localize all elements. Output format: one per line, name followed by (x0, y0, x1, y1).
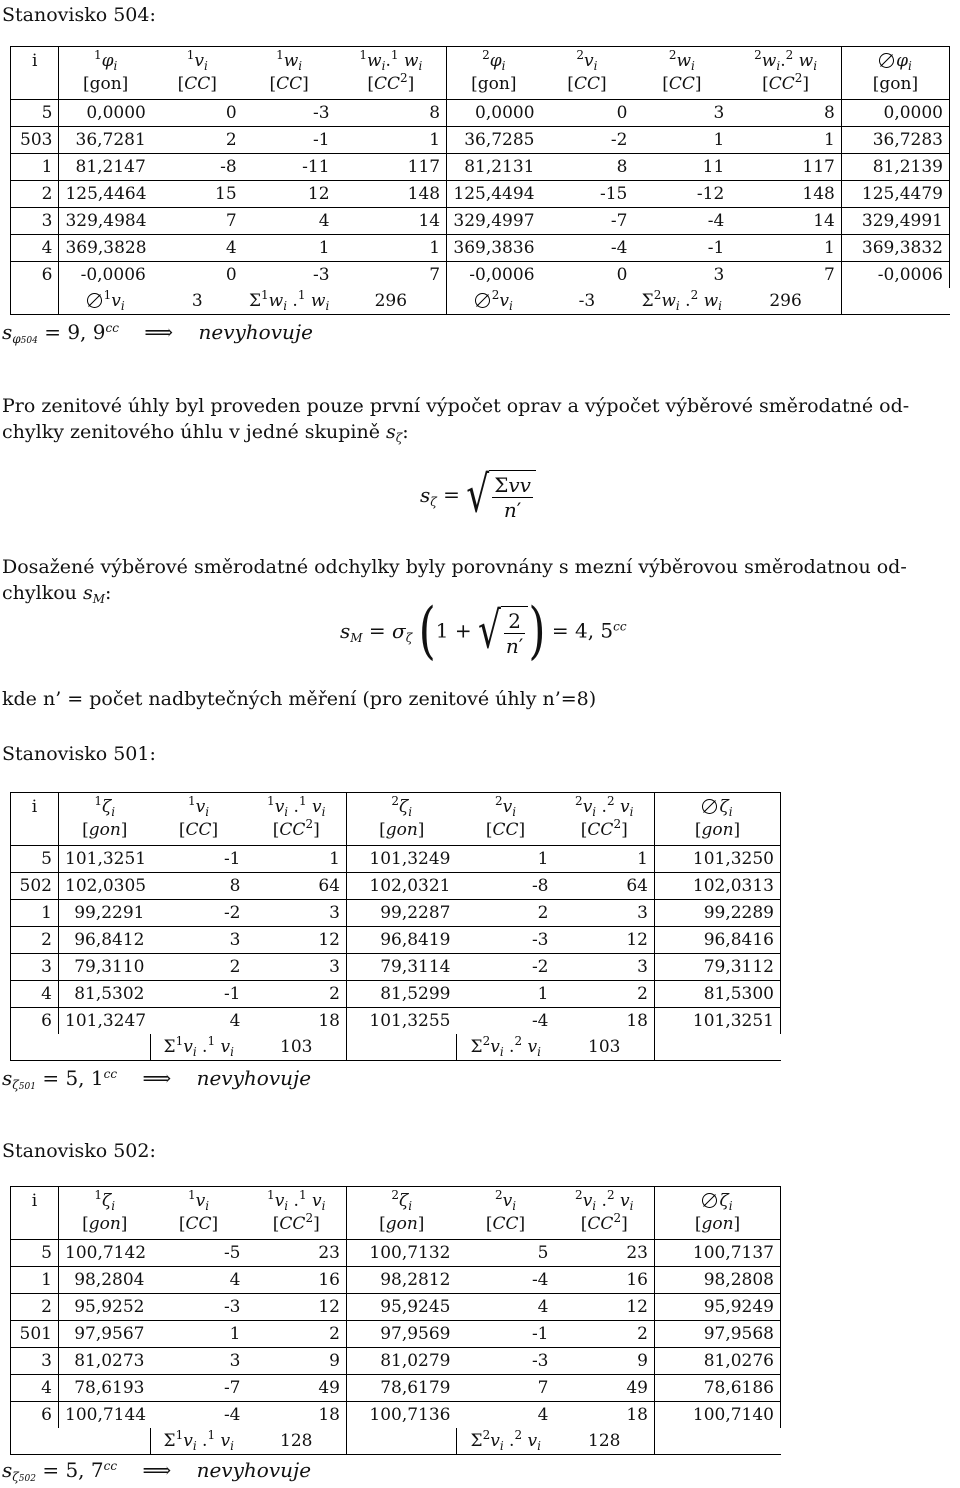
table-cell: 7 (336, 262, 447, 289)
result-501: $s_{\zeta 501} = 5$, $1^{cc}$ ⟹ nevyhovuje (2, 1066, 312, 1092)
table-cell: 3 (151, 927, 247, 954)
result-502: $s_{\zeta 502} = 5$, $7^{cc}$ ⟹ nevyhovuje (2, 1458, 312, 1484)
table-cell: -1 (243, 127, 336, 154)
table-cell: 1 (151, 1321, 247, 1348)
table-cell: 81,5300 (655, 981, 781, 1008)
table-cell: -0,0006 (841, 262, 949, 289)
table-cell: 98,2812 (347, 1267, 457, 1294)
table-cell: 99,2289 (655, 900, 781, 927)
table-504: i $^1\varphi_i$ $^1v_i$ $^1w_i$ $^1w_i.^1$ $w_i$ $^2\varphi_i$ $^2v_i$ $^2w_i$ $^2w_i.^2$ $w_i$ $\varphi_i$ [gon] [CC] [CC] $[CC^2]$ [gon] [CC] [CC] $[CC^2]$ [gon] 5 0,0000 0 -3 8 0,0000 0 3 8 0,0000 503 36,7281 2 -1 1 36,7285 -2 1 1 36,7283 1 81,2147 -8 -11 117 81,2131 8 11 117 81,2139 2 125,4464 15 12 148 125,4494 -15 -12 148 125,4479 3 329,4984 7 4 14 329,4997 -7 -4 14 329,4991 4 369,3828 4 1 1 369,3836 -4 -1 1 369,3832 6 -0,0006 0 -3 7 -0,0006 0 3 7 -0,0006 $^1v_i$ 3 $\Sigma^1w_i$ .$^1$ $w_i$ 296 $^2v_i$ -3 $\Sigma^2w_i$ .$^2$ $w_i$ 296 (10, 46, 950, 315)
table-502: i $^1\zeta_i$ $^1v_i$ $^1v_i$ .$^1$ $v_i$ $^2\zeta_i$ $^2v_i$ $^2v_i$ .$^2$ $v_i$ $\zeta_i$ [gon] [CC] $[CC^2]$ [gon] [CC] $[CC^2]$ [gon] 5 100,7142 -5 23 100,7132 5 23 100,7137 1 98,2804 4 16 98,2812 -4 16 98,2808 2 95,9252 -3 12 95,9245 4 12 95,9249 501 97,9567 1 2 97,9569 -1 2 97,9568 3 81,0273 3 9 81,0279 -3 9 81,0276 4 78,6193 -7 49 78,6179 7 49 78,6186 6 100,7144 -4 18 100,7136 4 18 100,7140 $\Sigma^1v_i$ .$^1$ $v_i$ 128 $\Sigma^2v_i$ .$^2$ $v_i$ 128 (10, 1186, 781, 1455)
table-cell: 9 (555, 1348, 655, 1375)
avg1-504: 3 (152, 288, 243, 315)
table-cell: 369,3832 (841, 235, 949, 262)
table-cell: -2 (457, 954, 555, 981)
table-row (11, 1402, 781, 1429)
table-cell: 8 (730, 100, 841, 127)
table-row (11, 1294, 781, 1321)
table-cell: -4 (151, 1402, 247, 1429)
table-cell: 101,3251 (655, 1008, 781, 1035)
table-cell: 18 (247, 1008, 347, 1035)
table-cell: -3 (243, 100, 336, 127)
table-cell: 0 (541, 262, 634, 289)
table-cell: 4 (11, 1375, 59, 1402)
table-cell: 4 (243, 208, 336, 235)
table-cell: 502 (11, 873, 59, 900)
table-cell: -8 (152, 154, 243, 181)
table-cell: -4 (541, 235, 634, 262)
table-cell: 503 (11, 127, 59, 154)
table-cell: 100,7132 (347, 1240, 457, 1267)
table-cell: 6 (11, 262, 59, 289)
table-cell: 100,7137 (655, 1240, 781, 1267)
table-cell: 81,0276 (655, 1348, 781, 1375)
table-cell: 100,7140 (655, 1402, 781, 1429)
table-cell: 95,9249 (655, 1294, 781, 1321)
table-cell: 1 (336, 235, 447, 262)
table-cell: 1 (730, 127, 841, 154)
table-cell: -7 (151, 1375, 247, 1402)
table-cell: -4 (457, 1008, 555, 1035)
table-cell: 81,5302 (59, 981, 151, 1008)
table-cell: -12 (633, 181, 730, 208)
table-cell: 81,2147 (59, 154, 152, 181)
table-cell: 18 (555, 1402, 655, 1429)
table-cell: 2 (555, 981, 655, 1008)
table-cell: 78,6179 (347, 1375, 457, 1402)
table-cell: 5 (11, 1240, 59, 1267)
table-cell: 1 (11, 154, 59, 181)
table-cell: -4 (457, 1267, 555, 1294)
table-cell: 8 (541, 154, 634, 181)
table-row (11, 873, 781, 900)
table-cell: 3 (151, 1348, 247, 1375)
table-cell: -3 (457, 1348, 555, 1375)
table-cell: 125,4464 (59, 181, 152, 208)
table-cell: 99,2287 (347, 900, 457, 927)
table-cell: 0 (152, 262, 243, 289)
table-cell: 23 (555, 1240, 655, 1267)
table-cell: 5 (11, 100, 59, 127)
table-cell: 97,9568 (655, 1321, 781, 1348)
table-row (11, 181, 950, 208)
table-cell: -5 (151, 1240, 247, 1267)
table-cell: 4 (457, 1402, 555, 1429)
table-cell: 15 (152, 181, 243, 208)
table-cell: 18 (247, 1402, 347, 1429)
table-row (11, 900, 781, 927)
table-cell: 96,8416 (655, 927, 781, 954)
table-cell: 14 (336, 208, 447, 235)
table-cell: 64 (555, 873, 655, 900)
table-row (11, 1267, 781, 1294)
table-cell: 4 (151, 1267, 247, 1294)
table-cell: 97,9567 (59, 1321, 151, 1348)
table-row (11, 208, 950, 235)
table-cell: -1 (457, 1321, 555, 1348)
table-cell: 4 (11, 235, 59, 262)
table-cell: 81,5299 (347, 981, 457, 1008)
table-cell: -7 (541, 208, 634, 235)
table-row (11, 100, 950, 127)
table-cell: 1 (336, 127, 447, 154)
table-cell: 100,7142 (59, 1240, 151, 1267)
table-cell: 49 (555, 1375, 655, 1402)
avg2-504: -3 (541, 288, 634, 315)
sum1-502: 128 (247, 1428, 347, 1455)
table-cell: 79,3112 (655, 954, 781, 981)
table-cell: 81,2139 (841, 154, 949, 181)
table-cell: -1 (633, 235, 730, 262)
table-cell: 1 (555, 846, 655, 873)
table-row (11, 846, 781, 873)
heading-504: Stanovisko 504: (2, 4, 156, 26)
mean-icon (879, 53, 894, 68)
table-row (11, 1321, 781, 1348)
table-cell: 117 (730, 154, 841, 181)
table-cell: 102,0313 (655, 873, 781, 900)
heading-501: Stanovisko 501: (2, 743, 156, 765)
table-cell: -11 (243, 154, 336, 181)
table-cell: 12 (555, 927, 655, 954)
table-cell: 0,0000 (841, 100, 949, 127)
table-cell: 12 (555, 1294, 655, 1321)
table-cell: 3 (247, 954, 347, 981)
table-cell: 0,0000 (447, 100, 541, 127)
table-cell: 1 (11, 900, 59, 927)
table-cell: 3 (555, 900, 655, 927)
table-cell: 2 (457, 900, 555, 927)
table-cell: 2 (151, 954, 247, 981)
table-cell: 3 (11, 954, 59, 981)
table-cell: 101,3251 (59, 846, 151, 873)
table-cell: 11 (633, 154, 730, 181)
table-cell: 78,6193 (59, 1375, 151, 1402)
table-cell: 12 (243, 181, 336, 208)
sum2-501: 103 (555, 1034, 655, 1061)
equation-s-m: $s_M = \sigma_\zeta$ (1 + √ $\frac{2}{n'}$ ) = 4, $5^{cc}$ (340, 595, 627, 667)
table-cell: 369,3836 (447, 235, 541, 262)
table-row (11, 1375, 781, 1402)
table-cell: -0,0006 (447, 262, 541, 289)
table-cell: 3 (247, 900, 347, 927)
table-row (11, 154, 950, 181)
table-cell: 501 (11, 1321, 59, 1348)
table-cell: 8 (336, 100, 447, 127)
table-cell: 0 (152, 100, 243, 127)
sum1-501: 103 (247, 1034, 347, 1061)
table-cell: 6 (11, 1008, 59, 1035)
table-cell: 100,7144 (59, 1402, 151, 1429)
table-cell: 78,6186 (655, 1375, 781, 1402)
table-cell: 148 (336, 181, 447, 208)
table-cell: -8 (457, 873, 555, 900)
table-row (11, 127, 950, 154)
table-cell: -2 (541, 127, 634, 154)
table-cell: 36,7281 (59, 127, 152, 154)
table-cell: -3 (457, 927, 555, 954)
table-cell: -1 (151, 981, 247, 1008)
table-cell: 329,4984 (59, 208, 152, 235)
table-cell: 99,2291 (59, 900, 151, 927)
paragraph-2: Dosažené výběrové směrodatné odchylky byly porovnány s mezní výběrovou směrodatnou od- chylkou $s_M$: (2, 556, 907, 606)
definition-n: kde n’ = počet nadbytečných měření (pro zenitové úhly n’=8) (2, 688, 597, 710)
table-cell: 2 (11, 181, 59, 208)
table-cell: -15 (541, 181, 634, 208)
table-cell: -2 (151, 900, 247, 927)
table-cell: 101,3249 (347, 846, 457, 873)
table-cell: 64 (247, 873, 347, 900)
sum2-502: 128 (555, 1428, 655, 1455)
table-cell: 2 (11, 1294, 59, 1321)
table-cell: 100,7136 (347, 1402, 457, 1429)
table-cell: 3 (555, 954, 655, 981)
table-cell: 8 (151, 873, 247, 900)
table-cell: -1 (151, 846, 247, 873)
table-cell: 16 (555, 1267, 655, 1294)
table-row (11, 1008, 781, 1035)
table-cell: 329,4991 (841, 208, 949, 235)
table-cell: 81,0279 (347, 1348, 457, 1375)
table-cell: 97,9569 (347, 1321, 457, 1348)
table-cell: 96,8412 (59, 927, 151, 954)
table-cell: 14 (730, 208, 841, 235)
table-cell: 6 (11, 1402, 59, 1429)
table-cell: 125,4494 (447, 181, 541, 208)
table-cell: -3 (151, 1294, 247, 1321)
table-cell: 95,9252 (59, 1294, 151, 1321)
table-cell: 4 (11, 981, 59, 1008)
table-cell: 2 (247, 1321, 347, 1348)
sum2-504: 296 (730, 288, 841, 315)
table-row (11, 262, 950, 289)
table-cell: 7 (152, 208, 243, 235)
table-cell: 98,2808 (655, 1267, 781, 1294)
table-cell: 3 (11, 1348, 59, 1375)
table-cell: 101,3250 (655, 846, 781, 873)
table-cell: 1 (730, 235, 841, 262)
table-cell: 1 (633, 127, 730, 154)
table-cell: 36,7285 (447, 127, 541, 154)
table-cell: 9 (247, 1348, 347, 1375)
table-row (11, 954, 781, 981)
table-cell: 81,2131 (447, 154, 541, 181)
table-cell: 117 (336, 154, 447, 181)
table-cell: 3 (633, 100, 730, 127)
table-cell: 329,4997 (447, 208, 541, 235)
table-cell: 1 (247, 846, 347, 873)
table-cell: 7 (730, 262, 841, 289)
sum1-504: 296 (336, 288, 447, 315)
table-row (11, 1240, 781, 1267)
table-cell: 0 (541, 100, 634, 127)
table-row (11, 235, 950, 262)
table-cell: 3 (11, 208, 59, 235)
table-row (11, 1348, 781, 1375)
table-cell: 101,3247 (59, 1008, 151, 1035)
result-504: $s_{\varphi 504} = 9$, $9^{cc}$ ⟹ nevyhovuje (2, 320, 313, 346)
table-cell: 98,2804 (59, 1267, 151, 1294)
table-cell: 12 (247, 1294, 347, 1321)
table-cell: 18 (555, 1008, 655, 1035)
table-cell: 1 (11, 1267, 59, 1294)
table-cell: 12 (247, 927, 347, 954)
table-cell: 79,3110 (59, 954, 151, 981)
table-cell: 102,0321 (347, 873, 457, 900)
table-cell: 2 (11, 927, 59, 954)
table-cell: 96,8419 (347, 927, 457, 954)
table-cell: 16 (247, 1267, 347, 1294)
table-cell: 3 (633, 262, 730, 289)
table-cell: 4 (152, 235, 243, 262)
table-cell: 49 (247, 1375, 347, 1402)
table-cell: 79,3114 (347, 954, 457, 981)
table-cell: 1 (243, 235, 336, 262)
table-cell: 7 (457, 1375, 555, 1402)
table-cell: 2 (555, 1321, 655, 1348)
table-cell: 148 (730, 181, 841, 208)
table-row (11, 927, 781, 954)
table-cell: 4 (151, 1008, 247, 1035)
heading-502: Stanovisko 502: (2, 1140, 156, 1162)
table-cell: -3 (243, 262, 336, 289)
equation-s-zeta: $s_\zeta$ = √ $\frac{\text{Σvv}}{n'}$ (420, 470, 536, 522)
table-cell: -4 (633, 208, 730, 235)
table-cell: 81,0273 (59, 1348, 151, 1375)
table-cell: 95,9245 (347, 1294, 457, 1321)
table-cell: 1 (457, 981, 555, 1008)
table-cell: 5 (11, 846, 59, 873)
paragraph-1: Pro zenitové úhly byl proveden pouze první výpočet oprav a výpočet výběrové směrodatné od- chylky zenitového úhlu v jedné skupině $s_\zeta$: (2, 395, 910, 445)
table-cell: 369,3828 (59, 235, 152, 262)
table-501: i $^1\zeta_i$ $^1v_i$ $^1v_i$ .$^1$ $v_i$ $^2\zeta_i$ $^2v_i$ $^2v_i$ .$^2$ $v_i$ $\zeta_i$ [gon] [CC] $[CC^2]$ [gon] [CC] $[CC^2]$ [gon] 5 101,3251 -1 1 101,3249 1 1 101,3250 502 102,0305 8 64 102,0321 -8 64 102,0313 1 99,2291 -2 3 99,2287 2 3 99,2289 2 96,8412 3 12 96,8419 -3 12 96,8416 3 79,3110 2 3 79,3114 -2 3 79,3112 4 81,5302 -1 2 81,5299 1 2 81,5300 6 101,3247 4 18 101,3255 -4 18 101,3251 $\Sigma^1v_i$ .$^1$ $v_i$ 103 $\Sigma^2v_i$ .$^2$ $v_i$ 103 (10, 792, 781, 1061)
table-cell: 0,0000 (59, 100, 152, 127)
table-cell: 4 (457, 1294, 555, 1321)
table-cell: 125,4479 (841, 181, 949, 208)
table-cell: -0,0006 (59, 262, 152, 289)
table-cell: 23 (247, 1240, 347, 1267)
table-cell: 2 (247, 981, 347, 1008)
table-cell: 2 (152, 127, 243, 154)
table-cell: 36,7283 (841, 127, 949, 154)
table-cell: 5 (457, 1240, 555, 1267)
table-cell: 102,0305 (59, 873, 151, 900)
table-cell: 1 (457, 846, 555, 873)
table-row (11, 981, 781, 1008)
table-cell: 101,3255 (347, 1008, 457, 1035)
